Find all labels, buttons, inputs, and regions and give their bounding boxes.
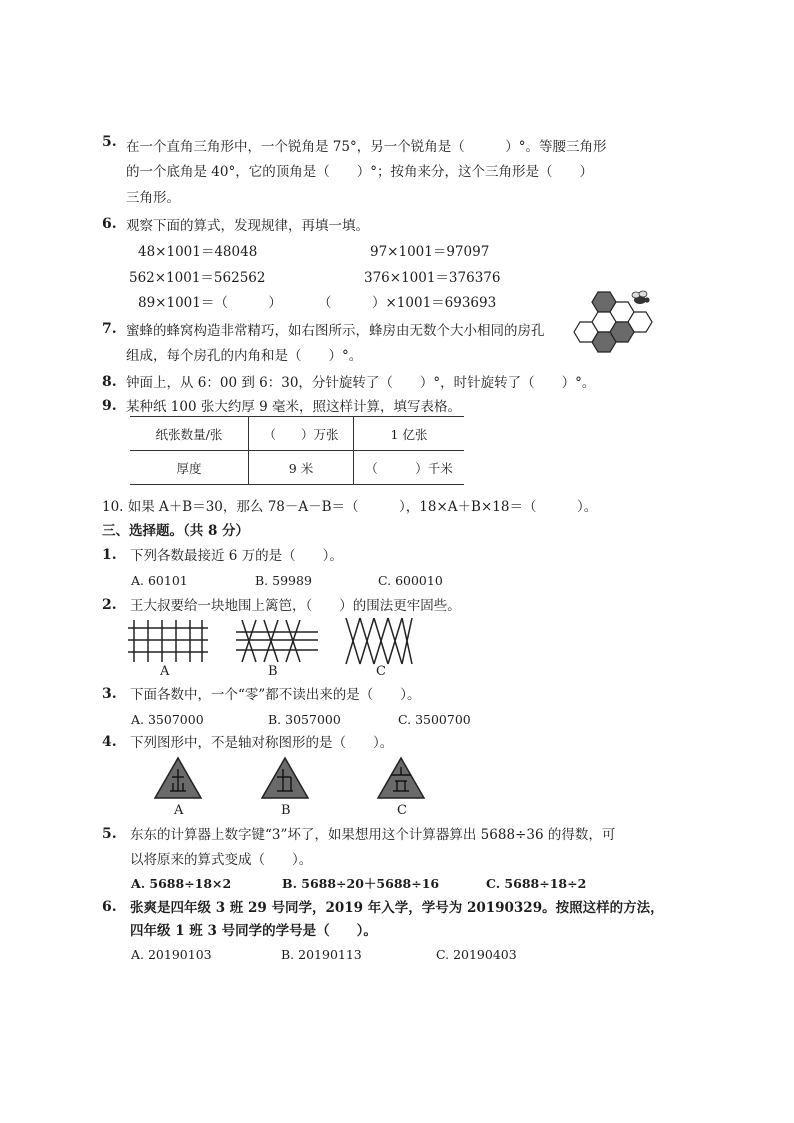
q6-eq-4: 376×1001＝376376 — [364, 270, 501, 286]
sign-option-c-icon[interactable] — [377, 757, 425, 799]
choice-q5-line-1: 东东的计算器上数字键“3”坏了，如果想用这个计算器算出 5688÷36 的得数，可 — [130, 827, 616, 843]
table-cell: 纸张数量/张 — [130, 417, 249, 451]
choice-q5-number: 5. — [102, 826, 117, 842]
section-heading-choice: 三、选择题。（共 8 分） — [102, 523, 250, 539]
q5-line-1: 在一个直角三角形中，一个锐角是 75°，另一个锐角是（ ）°。等腰三角形 — [126, 139, 607, 155]
table-cell[interactable]: （ ）千米 — [354, 451, 465, 485]
fence-option-c-icon[interactable] — [344, 618, 414, 664]
choice-q1-text: 下列各数最接近 6 万的是（ ）。 — [130, 548, 343, 564]
q6-eq-1: 48×1001＝48048 — [138, 244, 258, 260]
q7-number: 7. — [102, 321, 117, 337]
table-cell: 厚度 — [130, 451, 249, 485]
table-cell: 1 亿张 — [354, 417, 465, 451]
choice-q1-option-b[interactable]: B. 59989 — [255, 573, 312, 588]
choice-q3-option-c[interactable]: C. 3500700 — [398, 712, 471, 727]
table-cell[interactable]: （ ）万张 — [249, 417, 354, 451]
fence-label-c: C — [376, 664, 386, 679]
table-cell: 9 米 — [249, 451, 354, 485]
q9-number: 9. — [102, 398, 117, 414]
fence-label-b: B — [268, 664, 278, 679]
table-row — [130, 451, 464, 485]
choice-q1-option-c[interactable]: C. 600010 — [378, 573, 443, 588]
choice-q6-option-c[interactable]: C. 20190403 — [436, 947, 517, 962]
choice-q4-number: 4. — [102, 734, 117, 750]
sign-label-a: A — [174, 803, 184, 818]
q6-eq-6: （ ）×1001＝693693 — [318, 295, 497, 311]
fence-option-b-icon[interactable] — [236, 620, 318, 662]
choice-q1-option-a[interactable]: A. 60101 — [131, 573, 188, 588]
choice-q6-line-1: 张爽是四年级 3 班 29 号同学，2019 年入学，学号为 20190329。按照这样的方法， — [130, 900, 664, 916]
q6-eq-5: 89×1001＝（ ） — [138, 295, 282, 311]
choice-q1-number: 1. — [102, 547, 117, 563]
q8-number: 8. — [102, 374, 117, 390]
table-row — [130, 417, 464, 451]
choice-q2-text: 王大叔要给一块地围上篱笆，（ ）的围法更牢固些。 — [130, 598, 461, 614]
q7-line-1: 蜜蜂的蜂窝构造非常精巧，如右图所示，蜂房由无数个大小相同的房孔 — [126, 323, 545, 339]
choice-q2-number: 2. — [102, 597, 117, 613]
choice-q6-option-b[interactable]: B. 20190113 — [281, 947, 362, 962]
fence-option-a-icon[interactable] — [128, 620, 208, 662]
q7-line-2: 组成，每个房孔的内角和是（ ）°。 — [126, 348, 363, 364]
honeycomb-bee-illustration — [584, 290, 654, 356]
choice-q5-option-c[interactable]: C. 5688÷18÷2 — [486, 876, 587, 891]
q6-eq-3: 562×1001＝562562 — [129, 270, 266, 286]
q10-text: 10. 如果 A＋B＝30，那么 78－A－B＝（ ），18×A＋B×18＝（ ）。 — [102, 499, 598, 515]
q5-line-3: 三角形。 — [126, 190, 180, 206]
q9-text: 某种纸 100 张大约厚 9 毫米，照这样计算，填写表格。 — [126, 399, 462, 415]
paper-thickness-table — [130, 416, 464, 485]
choice-q6-option-a[interactable]: A. 20190103 — [131, 947, 212, 962]
bee-icon — [632, 291, 650, 304]
sign-option-a-icon[interactable] — [154, 757, 202, 799]
choice-q5-option-a[interactable]: A. 5688÷18×2 — [131, 876, 232, 891]
choice-q3-option-a[interactable]: A. 3507000 — [131, 712, 204, 727]
q5-number: 5. — [102, 134, 117, 150]
choice-q3-text: 下面各数中，一个“零”都不读出来的是（ ）。 — [130, 687, 421, 703]
fence-label-a: A — [160, 664, 170, 679]
choice-q3-number: 3. — [102, 686, 117, 702]
q5-line-2: 的一个底角是 40°，它的顶角是（ ）°；按角来分，这个三角形是（ ） — [126, 164, 593, 180]
choice-q6-number: 6. — [102, 899, 117, 915]
q6-number: 6. — [102, 216, 117, 232]
choice-q6-line-2: 四年级 1 班 3 号同学的学号是（ ）。 — [130, 923, 377, 939]
choice-q4-text: 下列图形中，不是轴对称图形的是（ ）。 — [130, 735, 394, 751]
sign-label-c: C — [397, 803, 407, 818]
choice-q5-option-b[interactable]: B. 5688÷20＋5688÷16 — [282, 876, 440, 891]
sign-label-b: B — [281, 803, 291, 818]
q6-intro: 观察下面的算式，发现规律，再填一填。 — [126, 218, 369, 234]
q8-text: 钟面上，从 6：00 到 6：30，分针旋转了（ ）°，时针旋转了（ ）°。 — [126, 375, 596, 391]
choice-q3-option-b[interactable]: B. 3057000 — [268, 712, 341, 727]
sign-option-b-icon[interactable] — [261, 757, 309, 799]
choice-q5-line-2: 以将原来的算式变成（ ）。 — [130, 852, 313, 868]
q6-eq-2: 97×1001＝97097 — [370, 244, 490, 260]
